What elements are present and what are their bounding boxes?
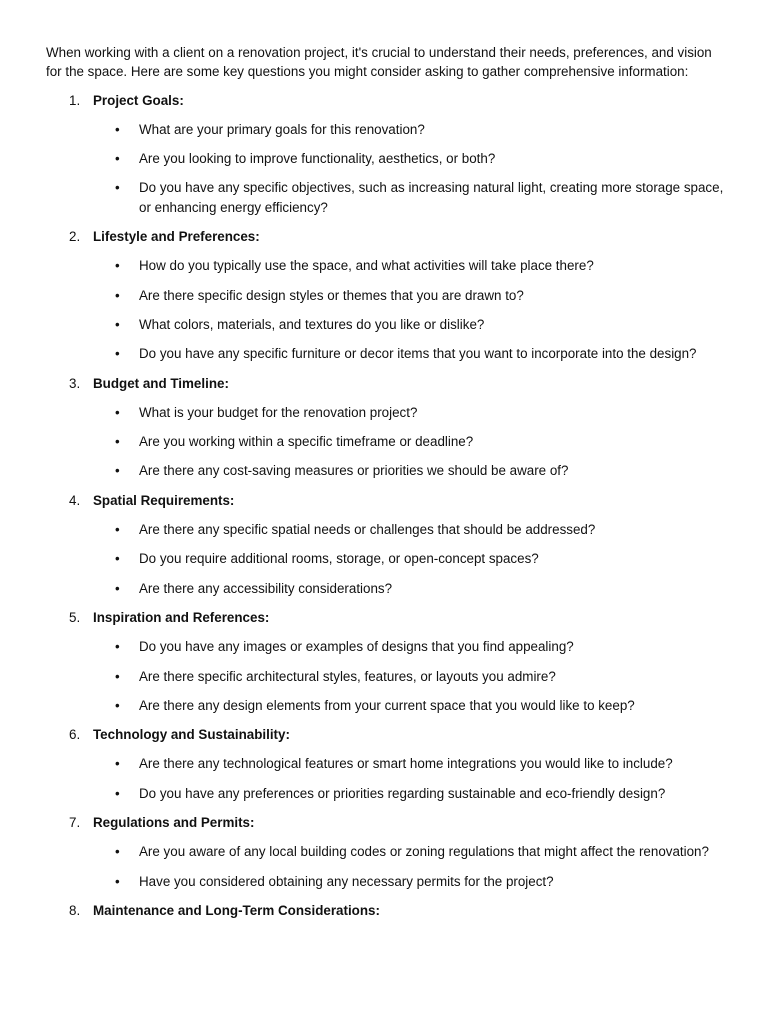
section-6 [46,725,726,803]
bullet-icon: • [115,580,120,596]
question-text: Do you have any specific objectives, such as increasing natural light, creating more storage space, or enhancing energy efficiency? [139,180,724,215]
section-3 [46,374,726,481]
question-text: How do you typically use the space, and what activities will take place there? [139,258,594,274]
question-text: Are there specific architectural styles, features, or layouts you admire? [139,668,556,684]
bullet-icon: • [115,180,120,196]
list-item [93,286,726,305]
question-list [93,403,726,481]
intro-paragraph: When working with a client on a renovation project, it's crucial to understand their needs, preferences, and vision for the space. Here are some key questions you might consider asking to gather comprehensive information: [46,45,712,80]
question-list [93,120,726,217]
list-item [93,149,726,168]
section-5 [46,608,726,715]
bullet-icon: • [115,551,120,567]
bullet-icon: • [115,668,120,684]
question-list [93,754,726,803]
question-text: Do you have any images or examples of designs that you find appealing? [139,639,574,655]
list-item [93,696,726,715]
section-title: Budget and Timeline: [93,375,229,391]
question-sections [46,91,726,921]
list-item [93,315,726,334]
list-item [93,842,726,861]
section-number: 3. [69,375,81,391]
list-item [93,784,726,803]
bullet-icon: • [115,873,120,889]
list-item [93,549,726,568]
section-number: 2. [69,229,81,245]
question-text: Are there any accessibility considerations? [139,580,393,596]
question-list [93,842,726,891]
section-title: Project Goals: [93,92,184,108]
list-item [93,432,726,451]
section-number: 6. [69,727,81,743]
list-item [93,637,726,656]
question-text: Are there any design elements from your current space that you would like to keep? [139,697,635,713]
section-8 [46,901,726,920]
document-page [46,43,726,930]
bullet-icon: • [115,258,120,274]
section-title: Inspiration and References: [93,609,270,625]
question-text: Are you aware of any local building codes or zoning regulations that might affect the renovation? [139,844,709,860]
list-item [93,461,726,480]
bullet-icon: • [115,697,120,713]
bullet-icon: • [115,434,120,450]
question-text: Do you require additional rooms, storage, or open-concept spaces? [139,551,539,567]
list-item [93,520,726,539]
bullet-icon: • [115,785,120,801]
question-text: Do you have any specific furniture or decor items that you want to incorporate into the design? [139,346,697,362]
list-item [93,344,726,363]
bullet-icon: • [115,151,120,167]
section-title: Maintenance and Long-Term Considerations: [93,902,380,918]
question-text: Have you considered obtaining any necessary permits for the project? [139,873,554,889]
section-number: 8. [69,902,81,918]
bullet-icon: • [115,346,120,362]
list-item [93,403,726,422]
section-number: 1. [69,92,81,108]
question-text: Do you have any preferences or priorities regarding sustainable and eco-friendly design? [139,785,666,801]
section-4 [46,491,726,598]
section-title: Lifestyle and Preferences: [93,229,260,245]
section-2 [46,227,726,363]
section-7 [46,813,726,891]
section-title: Regulations and Permits: [93,815,255,831]
bullet-icon: • [115,522,120,538]
question-text: Are there any cost-saving measures or priorities we should be aware of? [139,463,569,479]
list-item [93,579,726,598]
bullet-icon: • [115,639,120,655]
list-item [93,178,726,217]
bullet-icon: • [115,844,120,860]
question-text: Are there any specific spatial needs or challenges that should be addressed? [139,522,596,538]
question-list [93,637,726,715]
question-text: Are you looking to improve functionality, aesthetics, or both? [139,151,496,167]
question-text: What are your primary goals for this renovation? [139,121,425,137]
list-item [93,256,726,275]
list-item [93,872,726,891]
question-text: Are you working within a specific timeframe or deadline? [139,434,474,450]
section-number: 7. [69,815,81,831]
section-number: 4. [69,492,81,508]
section-title: Spatial Requirements: [93,492,235,508]
bullet-icon: • [115,287,120,303]
section-1 [46,91,726,217]
bullet-icon: • [115,463,120,479]
section-title: Technology and Sustainability: [93,727,290,743]
list-item [93,120,726,139]
question-list [93,256,726,363]
question-text: What is your budget for the renovation project? [139,404,418,420]
bullet-icon: • [115,316,120,332]
section-number: 5. [69,609,81,625]
question-list [93,520,726,598]
bullet-icon: • [115,121,120,137]
bullet-icon: • [115,404,120,420]
question-text: Are there any technological features or smart home integrations you would like to include? [139,756,673,772]
question-text: Are there specific design styles or themes that you are drawn to? [139,287,524,303]
list-item [93,754,726,773]
question-text: What colors, materials, and textures do you like or dislike? [139,316,485,332]
list-item [93,667,726,686]
bullet-icon: • [115,756,120,772]
